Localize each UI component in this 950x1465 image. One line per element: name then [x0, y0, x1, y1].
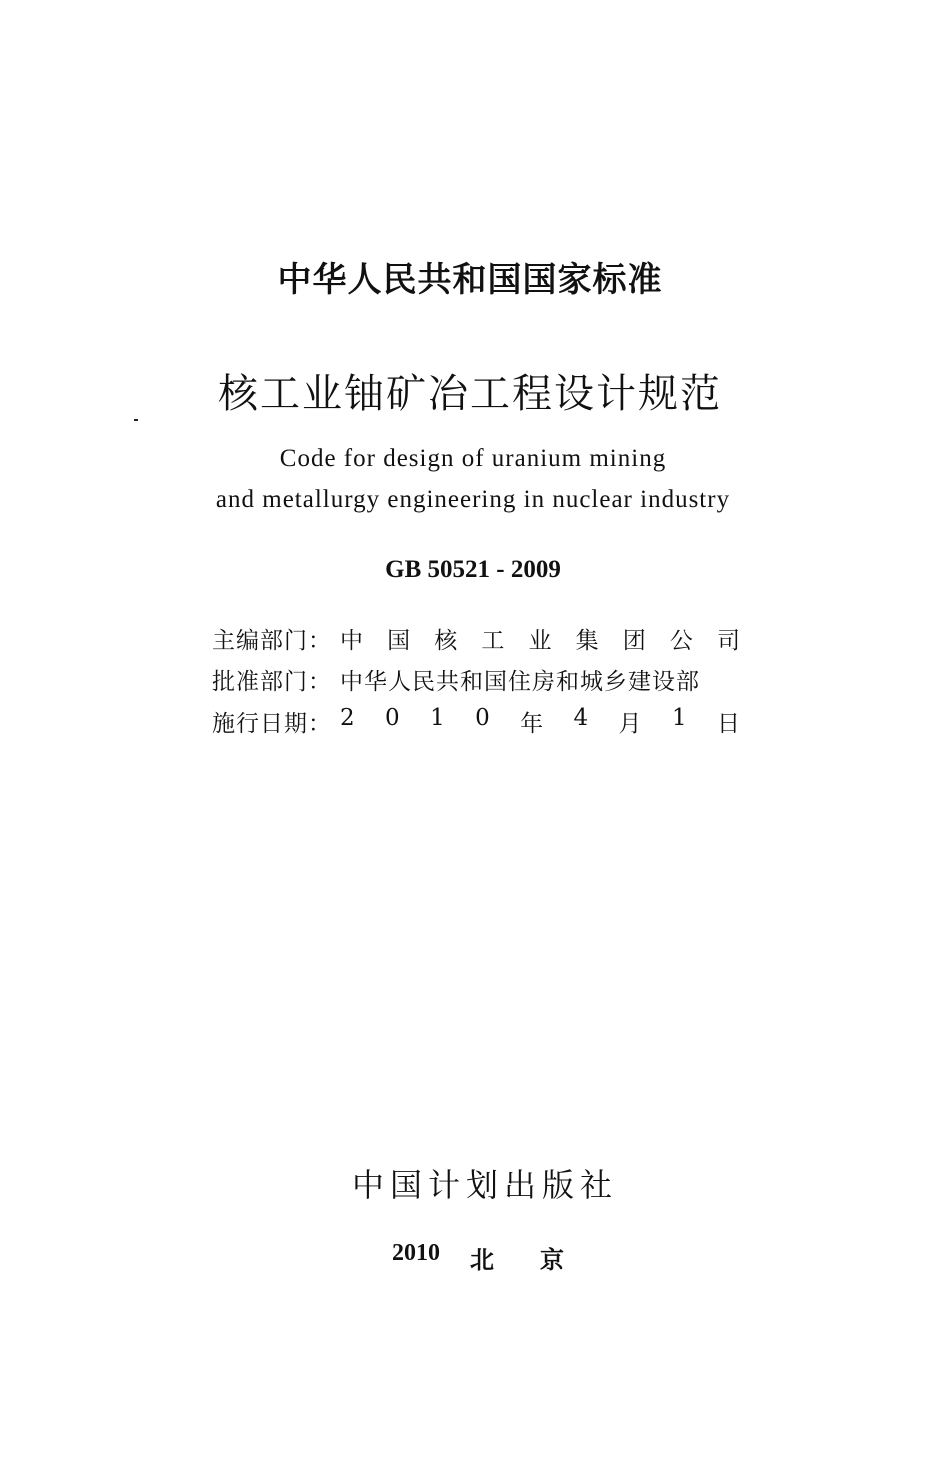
editor-char: 集 — [575, 627, 599, 654]
editor-char: 团 — [622, 627, 646, 654]
editor-char: 工 — [481, 627, 505, 654]
date-char: 4 — [573, 704, 589, 731]
approver-label: 批准部门： — [212, 668, 332, 695]
document-title-english-line1: Code for design of uranium mining — [279, 445, 667, 472]
document-title-english-line2: and metallurgy engineering in nuclear industry — [215, 486, 731, 513]
publisher-name: 中国计划出版社 — [351, 1166, 618, 1204]
editor-char: 核 — [434, 627, 458, 654]
date-char: 月 — [618, 710, 642, 737]
editor-char: 国 — [387, 627, 411, 654]
date-char: 1 — [671, 704, 687, 731]
date-char: 年 — [520, 710, 544, 737]
date-char: 0 — [475, 704, 490, 731]
editor-value — [340, 622, 740, 655]
date-char: 日 — [716, 710, 740, 737]
standard-number: GB 50521 - 2009 — [385, 556, 561, 583]
publication-year: 2010 — [392, 1240, 440, 1266]
stray-mark — [134, 419, 138, 421]
editor-char: 中 — [340, 627, 363, 654]
editor-char: 公 — [669, 627, 693, 654]
date-char: 0 — [385, 704, 400, 731]
editor-char: 司 — [717, 627, 740, 654]
editor-char: 业 — [528, 627, 552, 654]
publication-year-city — [392, 1240, 610, 1275]
date-char: 2 — [340, 704, 355, 731]
document-title-chinese: 核工业铀矿冶工程设计规范 — [218, 371, 722, 417]
effective-date-label: 施行日期： — [212, 710, 332, 737]
editor-label: 主编部门： — [212, 627, 332, 654]
effective-date-value — [340, 705, 740, 738]
approver-value: 中华人民共和国住房和城乡建设部 — [340, 668, 700, 695]
national-standard-heading: 中华人民共和国国家标准 — [277, 260, 663, 300]
effective-date-row — [212, 703, 740, 739]
approver-row — [212, 661, 740, 697]
publication-city: 北京 — [470, 1246, 610, 1274]
editor-row — [212, 620, 740, 656]
date-char: 1 — [430, 704, 445, 731]
